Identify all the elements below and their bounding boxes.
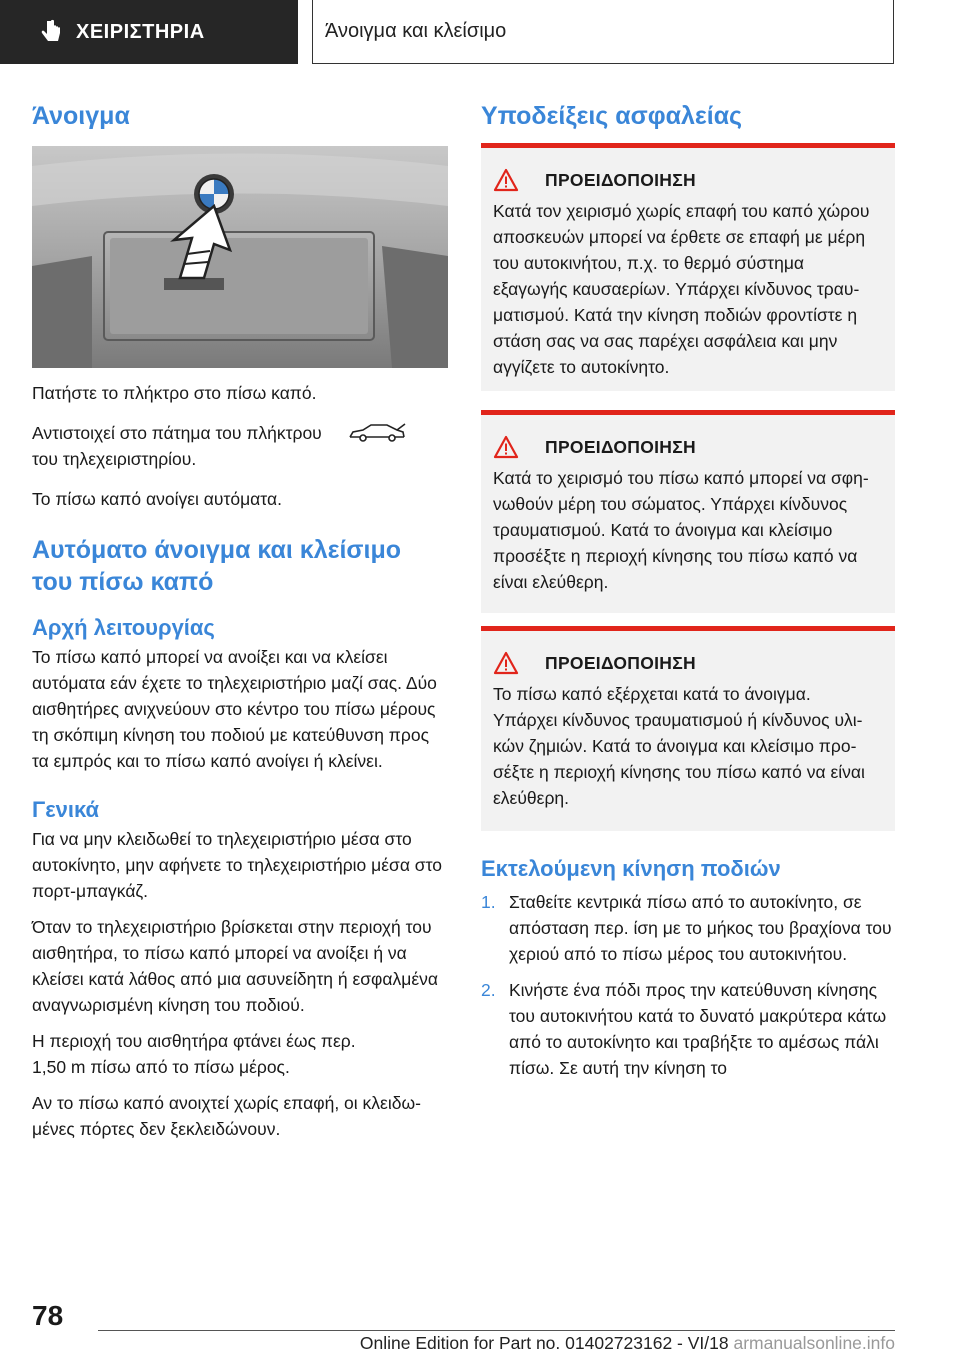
principle-heading: Αρχή λειτουργίας bbox=[32, 615, 215, 640]
manual-section-label: ΧΕΙΡΙΣΤΗΡΙΑ bbox=[76, 20, 205, 43]
step-number: 2. bbox=[481, 980, 496, 1000]
warning-triangle-icon bbox=[493, 168, 519, 192]
left-body bbox=[32, 380, 450, 1142]
edition-text: Online Edition for Part no. 01402723162 - VI/18 bbox=[359, 1333, 729, 1353]
general-text-2: Όταν το τηλεχειριστήριο βρίσκεται στην περιοχή του αισθητήρα, το πίσω καπό μπορεί να ανοίξει ή να κλείσει κατά λάθος από μια ασυνείδητη ή εσφαλμένα αναγνωρισμένη κίνηση του ποδιού. bbox=[32, 917, 439, 1015]
opening-text-2: Αντιστοιχεί στο πάτημα του πλήκτρου του τηλεχειριστηρίου. bbox=[32, 420, 450, 472]
warning-triangle-icon bbox=[493, 435, 519, 459]
page-number: 78 bbox=[32, 1300, 64, 1331]
chapter-tab[interactable] bbox=[312, 0, 894, 64]
foot-motion-section bbox=[481, 855, 895, 1091]
warning-triangle-icon bbox=[493, 651, 519, 675]
warning-title: ΠΡΟΕΙΔΟΠΟΙΗΣΗ bbox=[545, 652, 696, 673]
chapter-title: Άνοιγμα και κλείσιμο bbox=[325, 20, 507, 42]
manual-section-tab[interactable] bbox=[0, 0, 298, 64]
general-text-3: Η περιοχή του αισθητήρα φτάνει έως περ. 1,50 m πίσω από το πίσω μέρος. bbox=[32, 1031, 356, 1077]
warning-text: Το πίσω καπό εξέρχεται κατά το άνοιγμα. Υπάρχει κίνδυνος τραυματισμού ή κίνδυνος υλικών ζημιών. Κατά το άνοιγμα και κλείσιμο προσέξτε η περιοχή κίνησης του πίσω καπό να είναι ελεύθερη. bbox=[493, 684, 865, 808]
principle-text: Το πίσω καπό μπορεί να ανοίξει και να κλείσει αυτόματα εάν έχετε το τηλεχειριστήριο μαζί σας. Δύο αισθητήρες ανιχνεύουν στο κέντρο του πίσω μέρους τη σκόπιμη κίνηση του ποδιού με κατεύθυνση προς τα εμπρός και το πίσω καπό ανοίγει ή κλείνει. bbox=[32, 647, 437, 771]
warning-text: Κατά το χειρισμό του πίσω καπό μπορεί να σφηνωθούν μέρη του σώματος. Υπάρχει κίνδυνος τραυματισμού. Κατά το άνοιγμα και κλείσιμο προσέξτε η περιοχή κίνησης του πίσω καπό να είναι ελεύθερη. bbox=[493, 468, 869, 592]
footer-edition bbox=[0, 1333, 895, 1354]
watermark-text: armanualsonline.info bbox=[733, 1333, 895, 1353]
warning-text: Κατά τον χειρισμό χωρίς επαφή του καπό χώρου αποσκευών μπορεί να έρθετε σε επαφή με μέρη του αυτοκινήτου, π.χ. το θερμό σύστημα εξαγωγής καυσαερίων. Υπάρχει κίνδυνος τραυματισμού. Κατά την κίνηση ποδιών φροντίστε η στάση σας να σας παρέχει ασφάλεια και μην αγγίζετε το αυτοκίνητο. bbox=[493, 201, 870, 377]
step-item bbox=[481, 977, 895, 1081]
left-column bbox=[32, 100, 450, 132]
warning-title: ΠΡΟΕΙΔΟΠΟΙΗΣΗ bbox=[545, 169, 696, 190]
footer-divider bbox=[98, 1330, 895, 1331]
warning-box-3 bbox=[481, 626, 895, 831]
steps-list bbox=[481, 889, 895, 1081]
header-bar bbox=[0, 0, 960, 66]
warning-title: ΠΡΟΕΙΔΟΠΟΙΗΣΗ bbox=[545, 436, 696, 457]
opening-heading: Άνοιγμα bbox=[32, 102, 130, 130]
warning-box-1 bbox=[481, 143, 895, 391]
general-text-1: Για να μην κλειδωθεί το τηλεχειριστήριο μέσα στο αυτοκίνητο, μην αφήνετε το τηλεχειριστήριο μέσα στο πορτ-μπαγκάζ. bbox=[32, 829, 443, 901]
opening-text-3: Το πίσω καπό ανοίγει αυτόματα. bbox=[32, 489, 282, 509]
auto-open-heading: Αυτόματο άνοιγμα και κλείσιμο του πίσω καπό bbox=[32, 536, 402, 596]
trunk-button-photo bbox=[32, 146, 448, 368]
car-tailgate-icon bbox=[347, 422, 407, 442]
warning-box-2 bbox=[481, 410, 895, 613]
hand-pointer-icon bbox=[38, 19, 64, 45]
step-text: Κινήστε ένα πόδι προς την κατεύθυνση κίνησης του αυτοκινήτου κατά το δυνατό μακρύτερα κάτω από το αυτοκίνητο και τραβήξτε το αμέσως πάλι πίσω. Σε αυτή την κίνηση το bbox=[509, 980, 887, 1078]
foot-motion-heading: Εκτελούμενη κίνηση ποδιών bbox=[481, 856, 781, 881]
general-heading: Γενικά bbox=[32, 797, 100, 822]
right-column bbox=[481, 100, 895, 132]
step-item bbox=[481, 889, 895, 967]
safety-heading: Υποδείξεις ασφαλείας bbox=[481, 102, 743, 130]
step-number: 1. bbox=[481, 892, 496, 912]
general-text-4: Αν το πίσω καπό ανοιχτεί χωρίς επαφή, οι κλειδωμένες πόρτες δεν ξεκλειδώνουν. bbox=[32, 1093, 421, 1139]
trunk-illustration bbox=[32, 146, 448, 368]
step-text: Σταθείτε κεντρικά πίσω από το αυτοκίνητο, σε απόσταση περ. ίση με το μήκος του βραχίονα του χεριού από το πίσω μέρος του αυτοκινήτου. bbox=[509, 892, 892, 964]
opening-text-1: Πατήστε το πλήκτρο στο πίσω καπό. bbox=[32, 383, 317, 403]
